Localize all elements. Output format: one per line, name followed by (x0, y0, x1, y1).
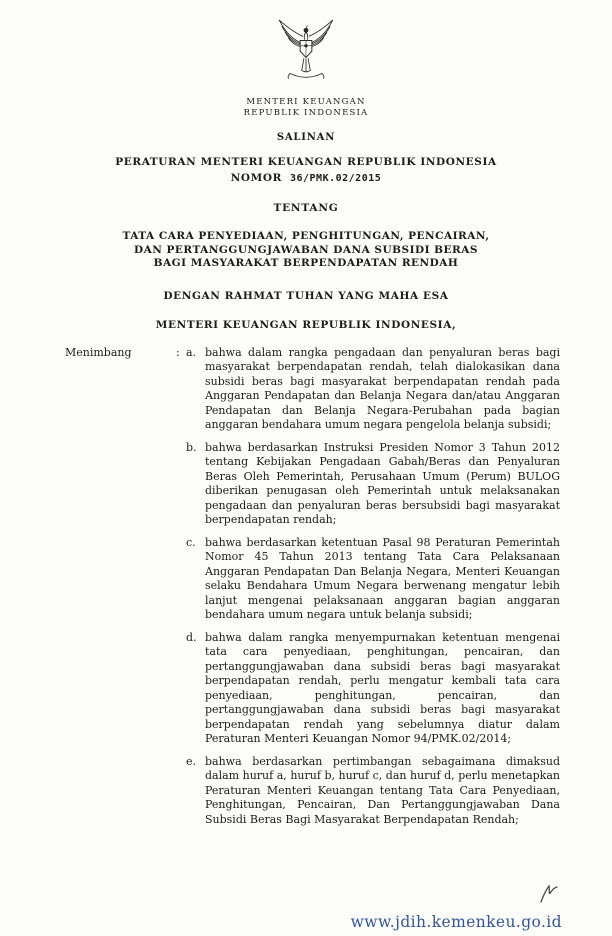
item-text: bahwa berdasarkan Instruksi Presiden Nomor 3 Tahun 2012 tentang Kebijakan Pengadaan Gabah/Beras dan Penyaluran Beras Oleh Pemerintah, Perusahaan Umum (Perum) BULOG diberikan penugasan oleh Pemerintah untuk melaksanakan pengadaan dan penyaluran beras bersubsidi bagi masyarakat berpendapatan rendah; (205, 440, 560, 526)
item-text: bahwa berdasarkan pertimbangan sebagaimana dimaksud dalam huruf a, huruf b, huruf c, dan huruf d, perlu menetapkan Peraturan Menteri Keuangan tentang Tata Cara Penyediaan, Penghitungan, Pencairan, Dan Pertanggungjawaban Dana Subsidi Beras Bagi Masyarakat Berpendapatan Rendah; (205, 754, 560, 826)
consideration-item-b (186, 441, 560, 528)
considerations-list (186, 346, 560, 828)
consideration-item-a (186, 346, 560, 433)
item-text: bahwa berdasarkan ketentuan Pasal 98 Peraturan Pemerintah Nomor 45 Tahun 2013 tentang Tata Cara Pelaksanaan Anggaran Pendapatan Dan Belanja Negara, Menteri Keuangan selaku Bendahara Umum Negara berwenang mengatur lebih lanjut mengenai pelaksanaan anggaran bagian anggaran bendahara umum negara untuk belanja subsidi; (205, 535, 560, 621)
regulation-number-line (0, 172, 612, 184)
subject-line: BAGI MASYARAKAT BERPENDAPATAN RENDAH (153, 257, 459, 269)
item-letter: c. (186, 535, 196, 549)
regulation-subject (0, 230, 612, 271)
considerations-section (65, 346, 560, 828)
subject-line: DAN PERTANGGUNGJAWABAN DANA SUBSIDI BERAS (134, 243, 478, 256)
document-header (0, 0, 612, 331)
copy-label: SALINAN (276, 132, 336, 143)
issuer-line: MENTERI KEUANGAN REPUBLIK INDONESIA, (155, 318, 457, 331)
subject-line: TATA CARA PENYEDIAAN, PENGHITUNGAN, PENCAIRAN, (122, 230, 490, 242)
item-letter: b. (186, 440, 197, 454)
item-letter: a. (186, 345, 197, 359)
item-text: bahwa dalam rangka pengadaan dan penyaluran beras bagi masyarakat berpendapatan rendah, telah dialokasikan dana subsidi beras bagi masyarakat berpendapatan rendah pada Anggaran Pendapatan dan Belanja Negara dan/atau Anggaran Pendapatan dan Belanja Negara-Perubahan pada bagian anggaran bendahara umum negara pengelola belanja subsidi; (205, 345, 560, 431)
ministry-name: MENTERI KEUANGAN (246, 97, 366, 107)
number-label: NOMOR (230, 172, 282, 184)
jdih-website-link[interactable]: www.jdih.kemenkeu.go.id (350, 913, 562, 931)
considerations-colon: : (176, 345, 180, 359)
invocation-line: DENGAN RAHMAT TUHAN YANG MAHA ESA (163, 289, 449, 302)
handwritten-initial-mark (538, 882, 560, 910)
ministry-country: REPUBLIK INDONESIA (243, 108, 369, 118)
garuda-emblem-icon (274, 12, 338, 90)
consideration-item-d (186, 631, 560, 747)
number-value: 36/PMK.02/2015 (289, 173, 382, 184)
item-text: bahwa dalam rangka menyempurnakan ketentuan mengenai tata cara penyediaan, penghitungan, pencairan, dan pertanggungjawaban dana subsidi beras bagi masyarakat berpendapatan rendah, perlu mengatur kembali tata cara penyediaan, penghitungan, pencairan, dan pertanggungjawaban dana subsidi beras bagi masyarakat berpendapatan rendah yang sebelumnya diatur dalam Peraturan Menteri Keuangan Nomor 94/PMK.02/2014; (205, 630, 560, 745)
emblem-container (0, 12, 612, 90)
consideration-item-e (186, 755, 560, 828)
item-letter: d. (186, 630, 197, 644)
considerations-label: Menimbang (65, 345, 132, 359)
consideration-item-c (186, 536, 560, 623)
item-letter: e. (186, 754, 197, 768)
about-label: TENTANG (273, 202, 339, 214)
regulation-heading: PERATURAN MENTERI KEUANGAN REPUBLIK INDONESIA (115, 156, 497, 168)
